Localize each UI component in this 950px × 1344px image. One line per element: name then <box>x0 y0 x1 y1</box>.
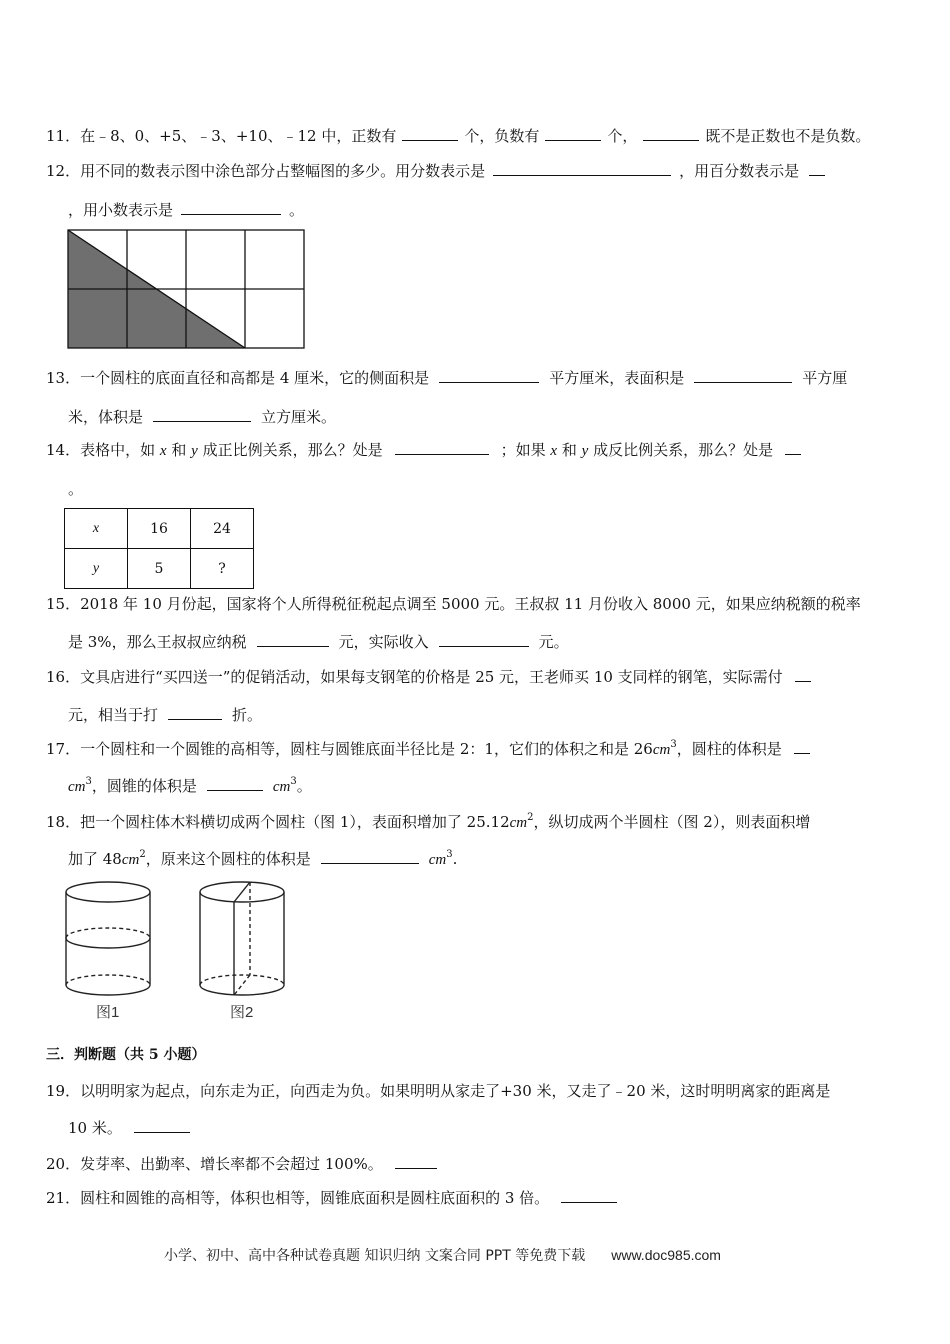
question-text: 米，体积是 <box>68 408 144 426</box>
question-text: 2018 年 10 月份起，国家将个人所得税征税起点调至 5000 元。王叔叔 11 月份收入 8000 元，如果应纳税额的税率 <box>80 595 861 613</box>
table-row <box>65 509 254 549</box>
question-number: 11． <box>46 127 81 145</box>
question-number: 17． <box>46 740 81 758</box>
unit-cm: cm <box>272 779 291 795</box>
question-text: 10 米。 <box>68 1119 122 1137</box>
figure-1-label: 图1 <box>96 1004 120 1021</box>
answer-blank[interactable] <box>785 440 801 455</box>
question-text: 平方厘米，表面积是 <box>549 369 685 387</box>
question-text: 。 <box>68 480 84 498</box>
question-text: ，用小数表示是 <box>68 201 174 219</box>
proportion-table <box>64 508 254 589</box>
question-number: 16． <box>46 668 81 686</box>
question-text: ，原来这个圆柱的体积是 <box>145 850 311 868</box>
question-number: 13． <box>46 369 81 387</box>
question-number: 14． <box>46 441 81 459</box>
answer-blank[interactable] <box>809 161 825 176</box>
question-text: ；如果 <box>500 441 546 459</box>
question-text: 以明明家为起点，向东走为正，向西走为负。如果明明从家走了+30 米，又走了﹣20 米，这时明明离家的距离是 <box>80 1082 831 1100</box>
question-text: 一个圆柱的底面直径和高都是 4 厘米，它的侧面积是 <box>80 369 430 387</box>
variable-y: y <box>191 443 198 459</box>
question-text: 文具店进行“买四送一”的促销活动，如果每支钢笔的价格是 25 元，王老师买 10 支同样的钢笔，实际需付 <box>80 668 783 686</box>
answer-blank[interactable] <box>493 161 671 176</box>
question-21 <box>46 1188 629 1208</box>
answer-blank[interactable] <box>321 849 419 864</box>
unit-cm: cm <box>428 852 447 868</box>
unit-cm: cm <box>121 852 140 868</box>
question-text: 一个圆柱和一个圆锥的高相等，圆柱与圆锥底面半径比是 2：1，它们的体积之和是 26 <box>80 740 653 758</box>
question-number: 19． <box>46 1082 81 1100</box>
answer-blank[interactable] <box>395 1154 437 1169</box>
question-number: 21． <box>46 1189 81 1207</box>
table-row <box>65 549 254 589</box>
answer-blank[interactable] <box>402 126 458 141</box>
question-text: 把一个圆柱体木料横切成两个圆柱（图 1），表面积增加了 25.12 <box>80 813 510 831</box>
question-text: 成正比例关系，那么？处是 <box>202 441 383 459</box>
question-text: 用不同的数表示图中涂色部分占整幅图的多少。用分数表示是 <box>80 162 486 180</box>
question-15-cont <box>68 632 569 652</box>
question-text: ，圆锥的体积是 <box>91 777 197 795</box>
answer-blank[interactable] <box>168 705 222 720</box>
shaded-grid-figure <box>66 228 306 350</box>
question-text: . <box>452 850 458 868</box>
question-15 <box>46 594 861 614</box>
question-text: 成反比例关系，那么？处是 <box>593 441 774 459</box>
question-text: 圆柱和圆锥的高相等，体积也相等，圆锥底面积是圆柱底面积的 3 倍。 <box>80 1189 550 1207</box>
table-cell: 5 <box>128 549 191 589</box>
variable-y: y <box>581 443 589 459</box>
question-14 <box>46 440 807 461</box>
question-12 <box>46 161 831 181</box>
question-12-cont <box>68 200 304 220</box>
question-text: 元。 <box>538 633 569 651</box>
question-19-cont <box>68 1118 202 1138</box>
variable-x: x <box>550 443 558 459</box>
exponent: 3 <box>446 849 453 860</box>
footer-text: 小学、初中、高中各种试卷真题 知识归纳 文案合同 PPT 等免费下载 <box>164 1248 586 1264</box>
answer-blank[interactable] <box>439 632 529 647</box>
question-text: ，圆柱的体积是 <box>676 740 782 758</box>
unit-cm: cm <box>509 815 528 831</box>
question-text: 元，相当于打 <box>68 706 159 724</box>
question-18 <box>46 812 810 833</box>
question-text: 平方厘 <box>802 369 848 387</box>
question-number: 15． <box>46 595 81 613</box>
question-text: ，纵切成两个半圆柱（图 2），则表面积增 <box>533 813 811 831</box>
answer-blank[interactable] <box>395 440 489 455</box>
question-text: 是 3%，那么王叔叔应纳税 <box>68 633 247 651</box>
question-text: 和 <box>561 441 577 459</box>
answer-blank[interactable] <box>545 126 601 141</box>
question-13 <box>46 368 847 388</box>
exponent: 2 <box>527 812 534 823</box>
answer-blank[interactable] <box>643 126 699 141</box>
unit-cm: cm <box>652 742 671 758</box>
question-number: 18． <box>46 813 81 831</box>
question-text: ，用百分数表示是 <box>679 162 800 180</box>
cylinder-figure-1 <box>66 882 150 995</box>
cylinder-figures <box>62 878 288 1028</box>
unit-cm: cm <box>68 779 86 795</box>
table-cell: x <box>65 509 128 549</box>
cylinder-figure-2 <box>200 882 284 995</box>
question-13-cont <box>68 407 336 427</box>
exponent: 3 <box>290 776 297 787</box>
answer-blank[interactable] <box>439 368 539 383</box>
footer-url[interactable]: www.doc985.com <box>611 1247 721 1263</box>
exponent: 3 <box>85 776 92 787</box>
question-14-cont <box>68 479 83 499</box>
question-text: 个，负数有 <box>464 127 540 145</box>
answer-blank[interactable] <box>134 1118 190 1133</box>
figure-2-label: 图2 <box>230 1004 254 1021</box>
question-text: 发芽率、出勤率、增长率都不会超过 100%。 <box>80 1155 383 1173</box>
question-18-cont <box>68 849 457 870</box>
question-text: 立方厘米。 <box>261 408 337 426</box>
question-text: 折。 <box>232 706 263 724</box>
question-19 <box>46 1081 830 1101</box>
question-text: 。 <box>289 201 305 219</box>
question-text: 表格中，如 <box>80 441 156 459</box>
answer-blank[interactable] <box>794 739 810 754</box>
question-text: 个， <box>607 127 638 145</box>
table-cell: y <box>65 549 128 589</box>
question-text: 和 <box>171 441 187 459</box>
question-text: 。 <box>296 777 312 795</box>
question-16 <box>46 667 817 687</box>
question-text: 既不是正数也不是负数。 <box>705 127 871 145</box>
question-text: 在﹣8、0、+5、﹣3、+10、﹣12 中，正数有 <box>80 127 397 145</box>
answer-blank[interactable] <box>561 1188 617 1203</box>
question-text: 加了 48 <box>68 850 122 868</box>
answer-blank[interactable] <box>207 776 263 791</box>
answer-blank[interactable] <box>181 200 281 215</box>
question-text: 元，实际收入 <box>338 633 429 651</box>
question-11 <box>46 126 870 146</box>
answer-blank[interactable] <box>694 368 792 383</box>
table-cell: 24 <box>191 509 254 549</box>
question-20 <box>46 1154 449 1174</box>
page-footer <box>164 1245 721 1265</box>
question-number: 12． <box>46 162 81 180</box>
question-17 <box>46 739 816 760</box>
question-number: 20． <box>46 1155 81 1173</box>
table-cell: ? <box>191 549 254 589</box>
section-heading: 三．判断题（共 5 小题） <box>46 1047 206 1063</box>
table-cell: 16 <box>128 509 191 549</box>
question-16-cont <box>68 705 262 725</box>
answer-blank[interactable] <box>153 407 251 422</box>
answer-blank[interactable] <box>795 667 811 682</box>
variable-x: x <box>159 443 167 459</box>
answer-blank[interactable] <box>257 632 329 647</box>
exponent: 3 <box>670 739 677 750</box>
exponent: 2 <box>139 849 146 860</box>
question-17-cont <box>68 776 312 797</box>
